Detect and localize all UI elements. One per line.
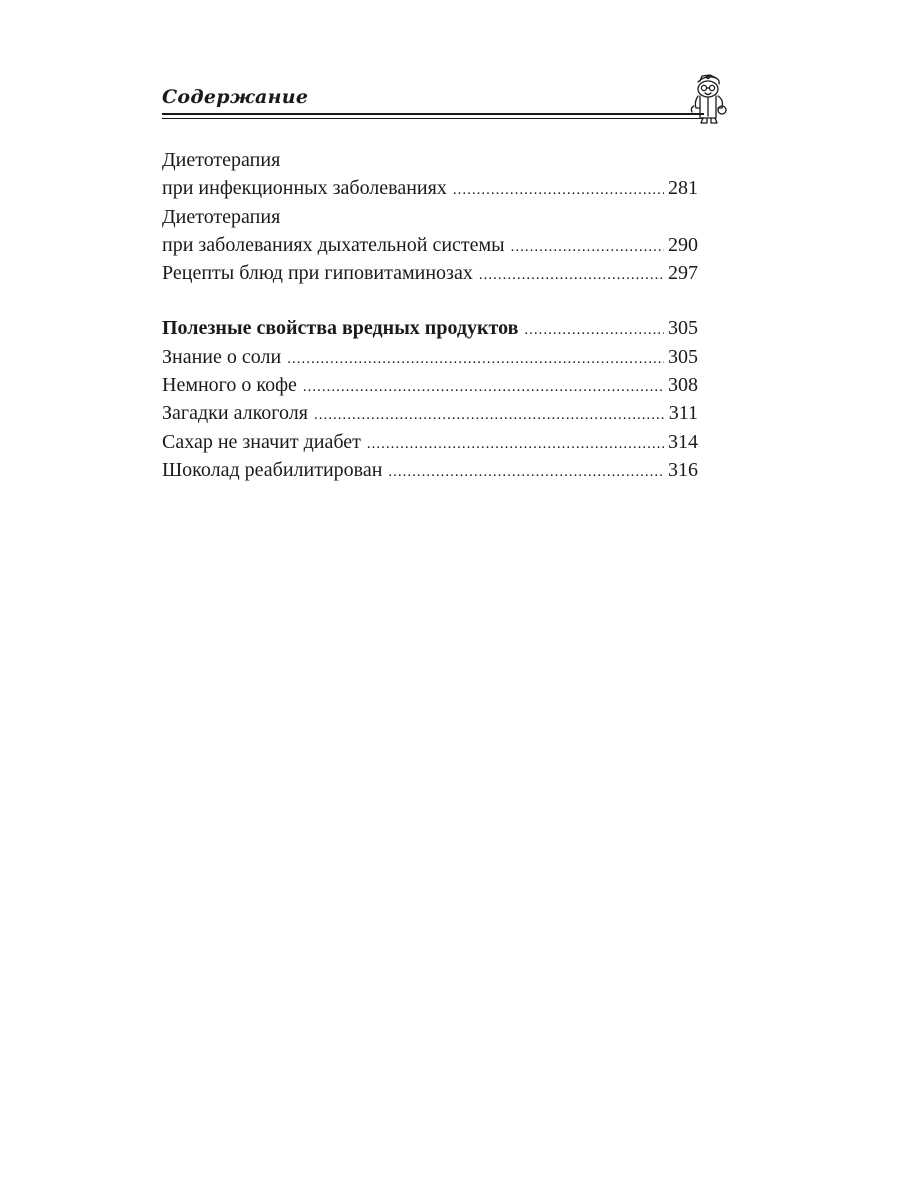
toc-page-number: 305 xyxy=(668,317,698,340)
dot-leader xyxy=(453,176,664,204)
toc-page-number: 281 xyxy=(668,177,698,200)
toc-entry-label: Диетотерапия xyxy=(162,205,281,228)
running-header-title: Содержание xyxy=(162,86,309,108)
toc-entry-title-line xyxy=(162,203,698,231)
dot-leader xyxy=(367,430,664,458)
toc-entry xyxy=(162,428,698,456)
dot-leader xyxy=(479,261,664,289)
toc-entry-label: Сахар не значит диабет xyxy=(162,430,361,453)
toc-page-number: 311 xyxy=(668,402,698,425)
toc-entry-label: Загадки алкоголя xyxy=(162,402,308,425)
toc-entry-label: Немного о кофе xyxy=(162,374,297,397)
dot-leader xyxy=(388,458,664,486)
toc-page-number: 290 xyxy=(668,233,698,256)
cartoon-doctor-icon xyxy=(686,72,734,124)
dot-leader xyxy=(314,401,665,429)
toc-entry xyxy=(162,231,698,259)
toc-page-number: 314 xyxy=(668,430,698,453)
dot-leader xyxy=(287,345,664,373)
table-of-contents xyxy=(162,146,698,484)
toc-entry-label: Шоколад реабилитирован xyxy=(162,458,383,481)
toc-page-number: 308 xyxy=(668,374,698,397)
dot-leader xyxy=(303,373,664,401)
toc-entry-title-line xyxy=(162,146,698,174)
toc-page-number: 305 xyxy=(668,345,698,368)
toc-entry-label: Рецепты блюд при гиповитаминозах xyxy=(162,262,473,285)
toc-entry xyxy=(162,399,698,427)
toc-section-label: Полезные свойства вредных продуктов xyxy=(162,317,519,340)
toc-entry xyxy=(162,371,698,399)
header-rule-thin xyxy=(162,118,704,119)
toc-entry-label: при заболеваниях дыхательной системы xyxy=(162,233,505,256)
toc-entry xyxy=(162,259,698,287)
dot-leader xyxy=(511,233,664,261)
header-rule-thick xyxy=(162,113,704,115)
toc-entry-label: Диетотерапия xyxy=(162,149,281,171)
toc-entry-label: при инфекционных заболеваниях xyxy=(162,177,447,200)
toc-entry xyxy=(162,343,698,371)
section-gap xyxy=(162,287,698,314)
toc-entry xyxy=(162,174,698,202)
toc-page-number: 297 xyxy=(668,262,698,285)
running-header xyxy=(162,84,732,124)
dot-leader xyxy=(524,316,664,344)
toc-page-number: 316 xyxy=(668,458,698,481)
toc-section-heading xyxy=(162,314,698,342)
toc-entry-label: Знание о соли xyxy=(162,345,282,368)
toc-entry xyxy=(162,456,698,484)
